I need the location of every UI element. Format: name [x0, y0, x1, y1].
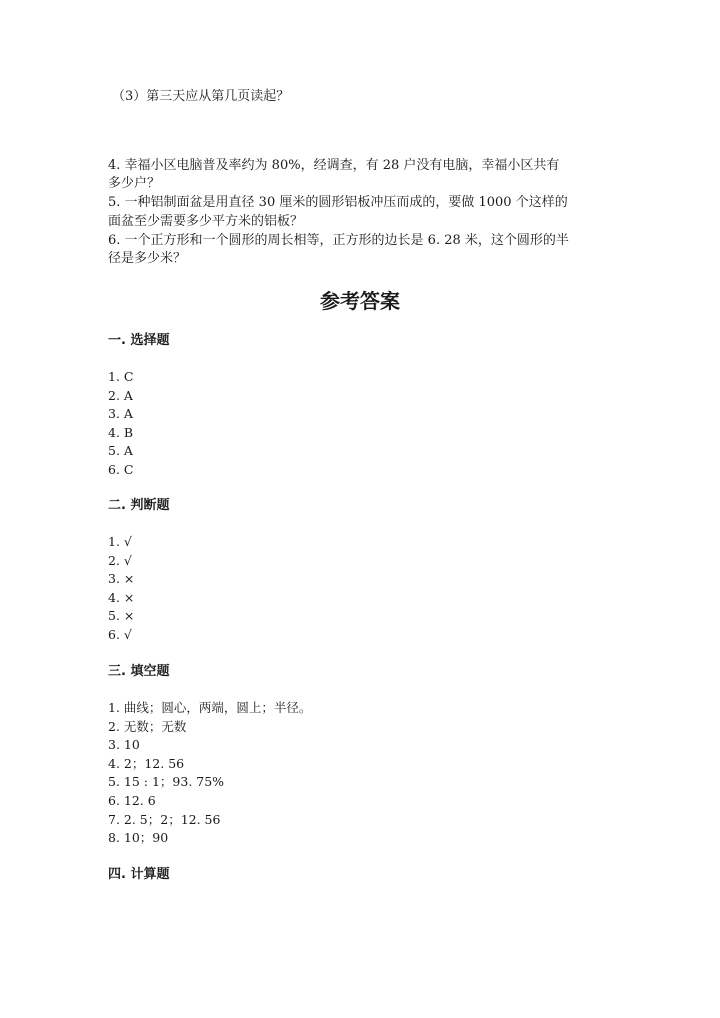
section-heading-fill: 三. 填空题 [108, 664, 170, 679]
answer-item: 4. 2；12. 56 [108, 755, 185, 771]
section-heading-judge: 二. 判断题 [108, 498, 170, 513]
answer-item: 1. √ [108, 534, 132, 549]
question-3-sub: （3）第三天应从第几页读起？ [112, 89, 290, 104]
question-5-line-1: 5. 一种铝制面盆是用直径 30 厘米的圆形铝板冲压而成的，要做 1000 个这样的 [108, 195, 568, 210]
answer-item: 2. √ [108, 552, 132, 568]
answer-item: 3. × [108, 571, 135, 587]
answer-item: 4. × [108, 589, 135, 605]
answer-title: 参考答案 [320, 289, 400, 313]
question-6-line-1: 6. 一个正方形和一个圆形的周长相等，正方形的边长是 6. 28 米，这个圆形的半 [108, 233, 569, 248]
question-4-line-1: 4. 幸福小区电脑普及率约为 80%，经调查，有 28 户没有电脑，幸福小区共有 [108, 158, 560, 173]
answer-item: 8. 10；90 [108, 830, 169, 846]
section-heading-calc: 四. 计算题 [108, 867, 170, 882]
answer-item: 6. √ [108, 627, 132, 642]
answer-item: 4. B [108, 424, 134, 440]
question-5-line-2: 面盆至少需要多少平方米的铝板？ [108, 214, 304, 229]
answer-item: 3. A [108, 406, 133, 422]
answer-item: 2. 无数；无数 [108, 718, 187, 734]
answer-item: 1. C [108, 369, 134, 384]
section-heading-choice: 一. 选择题 [108, 333, 170, 348]
answer-item: 6. 12. 6 [108, 793, 156, 808]
answer-item: 3. 10 [108, 737, 140, 753]
answer-item: 7. 2. 5；2；12. 56 [108, 811, 221, 827]
answer-item: 5. × [108, 608, 135, 624]
answer-item: 5. A [108, 443, 133, 459]
answer-item: 2. A [108, 387, 133, 403]
answer-item: 1. 曲线；圆心，两端，圆上；半径。 [108, 700, 312, 715]
answer-item: 6. C [108, 462, 134, 477]
answer-item: 5. 15 : 1；93. 75% [108, 774, 225, 790]
question-4-line-2: 多少户？ [108, 176, 161, 191]
question-6-line-2: 径是多少米？ [108, 251, 187, 266]
